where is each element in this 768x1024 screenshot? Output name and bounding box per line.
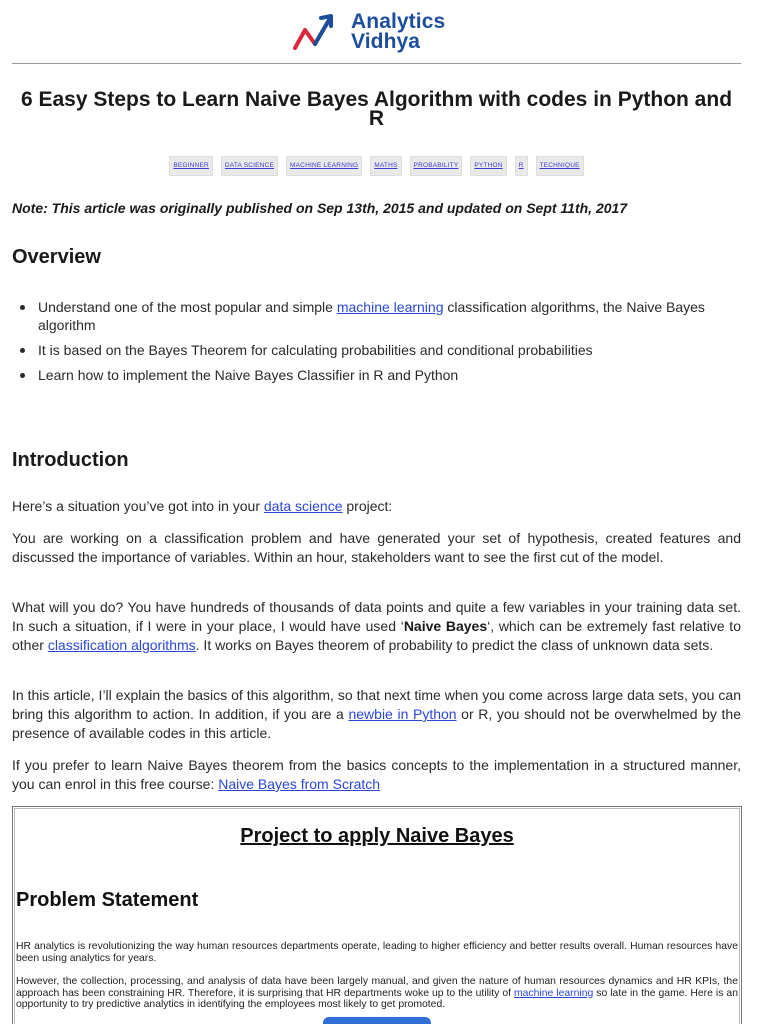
- naive-bayes-course-link[interactable]: Naive Bayes from Scratch: [218, 776, 381, 792]
- tag-maths[interactable]: MATHS: [370, 156, 401, 176]
- overview-bullets: [12, 298, 741, 391]
- naive-bayes-bold: Naive Bayes: [403, 618, 488, 634]
- publication-note: Note: This article was originally published on Sep 13th, 2015 and updated on Sept 11th, 2017: [12, 200, 628, 216]
- logo-line2: Vidhya: [351, 30, 421, 53]
- text-span: or R, you should not be overwhelmed by the presence of available codes in this article.: [12, 706, 741, 741]
- header-divider: [12, 63, 741, 64]
- intro-paragraph-1: [12, 497, 741, 516]
- machine-learning-link[interactable]: machine learning: [336, 299, 444, 315]
- text-span: If you prefer to learn Naive Bayes theorem from the basics concepts to the implementation in a structured manner, you can enrol in this free course:: [12, 757, 741, 792]
- text-span: project:: [342, 498, 393, 514]
- text-span: In this article, I’ll explain the basics of this algorithm, so that next time when you come across large data sets, you can bring this algorithm to action. In addition, if you are a: [12, 687, 741, 722]
- problem-statement-heading: Problem Statement: [16, 889, 199, 911]
- bullet-text: Learn how to implement the Naive Bayes Classifier in R and Python: [38, 367, 459, 383]
- project-cta-button[interactable]: [323, 1017, 431, 1024]
- classification-algorithms-link[interactable]: classification algorithms: [47, 637, 196, 653]
- data-science-link[interactable]: data science: [263, 498, 343, 514]
- tag-list: [12, 156, 741, 176]
- list-item: [12, 341, 741, 359]
- intro-paragraph-5: [12, 756, 741, 794]
- logo-wordmark: [351, 12, 445, 52]
- article-title: 6 Easy Steps to Learn Naive Bayes Algorithm with codes in Python and R: [20, 88, 733, 130]
- text-span: ‘, which can be extremely fast relative to other: [12, 618, 741, 653]
- introduction-heading: Introduction: [12, 449, 129, 471]
- tag-probability[interactable]: PROBABILITY: [410, 156, 463, 176]
- logo-line1: Analytics: [351, 10, 446, 33]
- tag-technique[interactable]: TECHNIQUE: [536, 156, 584, 176]
- list-item: [12, 298, 741, 334]
- tag-python[interactable]: PYTHON: [470, 156, 506, 176]
- project-machine-learning-link[interactable]: machine learning: [514, 987, 594, 999]
- text-span: . It works on Bayes theorem of probability to predict the class of unknown data sets.: [195, 637, 714, 653]
- text-span: However, the collection, processing, and analysis of data have been largely manual, and given the nature of human resources dynamics and HR KPIs, the approach has been constraining HR. Therefore, it is surprising that HR departments woke up to the utility of: [16, 976, 738, 999]
- bullet-text-after: classification algorithms, the Naive Bayes algorithm: [38, 299, 705, 333]
- tag-beginner[interactable]: BEGINNER: [169, 156, 213, 176]
- text-span: Here’s a situation you’ve got into in your: [12, 498, 264, 514]
- intro-paragraph-4: [12, 686, 741, 743]
- intro-paragraph-3: [12, 598, 741, 655]
- problem-paragraph-2: [16, 976, 738, 1011]
- list-item: [12, 366, 741, 384]
- tag-machine-learning[interactable]: MACHINE LEARNING: [286, 156, 362, 176]
- problem-paragraph-1: HR analytics is revolutionizing the way human resources departments operate, leading to higher efficiency and better results overall. Human resources have been using analytics for years.: [16, 941, 738, 964]
- overview-heading: Overview: [12, 246, 101, 268]
- analytics-vidhya-logo[interactable]: [293, 12, 463, 56]
- newbie-in-python-link[interactable]: newbie in Python: [348, 706, 457, 722]
- intro-paragraph-2: You are working on a classification problem and have generated your set of hypothesis, created features and discussed the importance of variables. Within an hour, stakeholders want to see the first cut of the model.: [12, 530, 741, 565]
- tag-r[interactable]: R: [515, 156, 528, 176]
- text-span: so late in the game. Here is an opportunity to try predictive analytics in identifying the employees most likely to get promoted.: [16, 987, 738, 1010]
- tag-data-science[interactable]: DATA SCIENCE: [221, 156, 278, 176]
- bullet-text: It is based on the Bayes Theorem for calculating probabilities and conditional probabilities: [38, 342, 593, 358]
- trend-arrow-icon: [293, 12, 349, 56]
- project-box: [12, 806, 742, 1024]
- text-span: What will you do? You have hundreds of thousands of data points and quite a few variables in your training data set. In such a situation, if I were in your place, I would have used ‘: [12, 599, 741, 634]
- bullet-text-before: Understand one of the most popular and simple: [38, 299, 337, 315]
- project-title: Project to apply Naive Bayes: [240, 825, 514, 847]
